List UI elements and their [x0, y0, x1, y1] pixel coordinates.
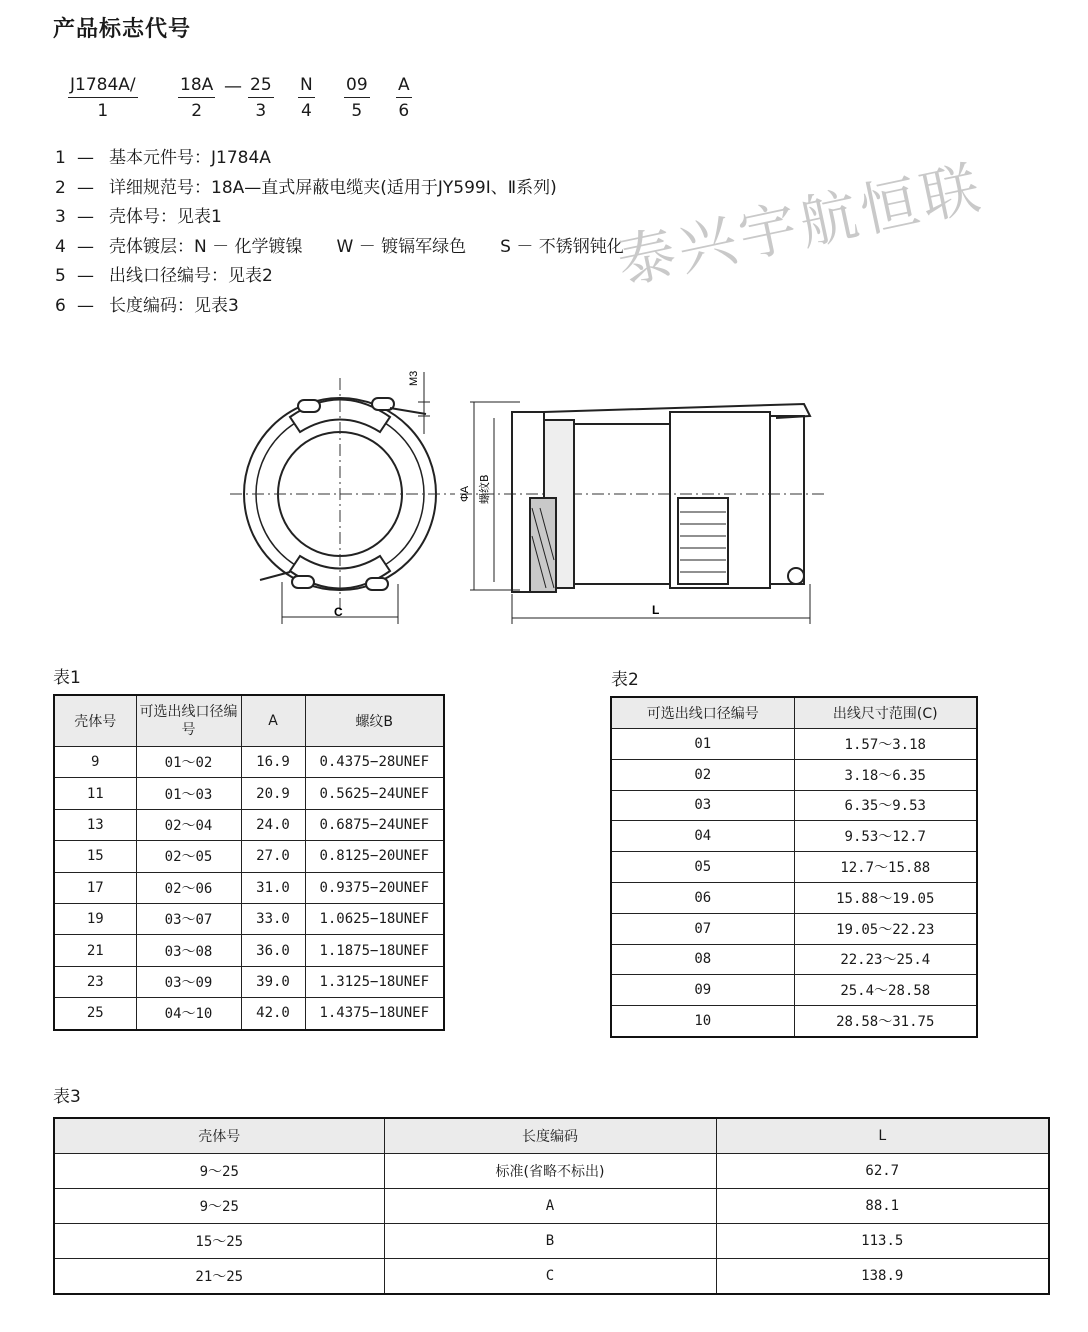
table-row: 02 3.18～6.35: [611, 759, 977, 790]
table-row: 01 1.57～3.18: [611, 729, 977, 760]
watermark: 泰兴宇航恒联: [611, 153, 990, 298]
definition-item: 2 — 详细规范号：18A—直式屏蔽电缆夹(适用于JY599Ⅰ、Ⅱ系列): [55, 177, 557, 198]
code-segment-6: A 6: [398, 75, 410, 121]
code-segment-2: 18A 2: [180, 75, 214, 121]
table-row: 10 28.58～31.75: [611, 1006, 977, 1037]
column-header: 可选出线口径编号: [611, 697, 794, 729]
table-row: 09 25.4～28.58: [611, 975, 977, 1006]
table-row: 15 02～05 27.0 0.8125−20UNEF: [54, 841, 444, 872]
column-header: 螺纹B: [305, 695, 444, 747]
definition-item: 6 — 长度编码：见表3: [55, 295, 239, 316]
code-segment-5: 09 5: [346, 75, 368, 121]
table-header-row: [611, 697, 977, 729]
definition-item: 4 — 壳体镀层：N － 化学镀镍 W － 镀镉军绿色 S － 不锈钢钝化: [55, 236, 624, 257]
table1-caption: 表1: [53, 668, 81, 688]
table-row: 05 12.7～15.88: [611, 852, 977, 883]
table1: [53, 694, 445, 1031]
column-header: 壳体号: [54, 695, 136, 747]
table-row: 15～25 B 113.5: [54, 1224, 1049, 1259]
code-segment-1: J1784A/ 1: [70, 75, 136, 121]
m3-label: M3: [408, 370, 420, 386]
code-segment-4: N 4: [300, 75, 313, 121]
table-row: 04 9.53～12.7: [611, 821, 977, 852]
table-header-row: [54, 1118, 1049, 1154]
column-header: A: [241, 695, 305, 747]
table-row: 07 19.05～22.23: [611, 913, 977, 944]
table-row: 9～25 标准(省略不标出) 62.7: [54, 1154, 1049, 1189]
table-row: 9 01～02 16.9 0.4375−28UNEF: [54, 747, 444, 778]
table-row: 08 22.23～25.4: [611, 944, 977, 975]
table-row: 13 02～04 24.0 0.6875−24UNEF: [54, 809, 444, 840]
definition-item: 5 — 出线口径编号：见表2: [55, 266, 273, 286]
definition-item: 3 — 壳体号：见表1: [55, 207, 222, 227]
column-header: 出线尺寸范围(C): [794, 697, 977, 729]
phi-a-label: ΦA: [459, 485, 471, 502]
table-row: 03 6.35～9.53: [611, 790, 977, 821]
column-header: 可选出线口径编号: [136, 695, 241, 747]
table-row: 25 04～10 42.0 1.4375−18UNEF: [54, 998, 444, 1030]
page-title: 产品标志代号: [53, 17, 192, 42]
table3: [53, 1117, 1050, 1295]
code-dash: —: [224, 76, 242, 97]
table-row: 11 01～03 20.9 0.5625−24UNEF: [54, 778, 444, 809]
table-header-row: [54, 695, 444, 747]
table-row: 21 03～08 36.0 1.1875−18UNEF: [54, 935, 444, 966]
connector-drawing: [230, 362, 830, 637]
l-label: L: [652, 603, 660, 617]
table-row: 21～25 C 138.9: [54, 1259, 1049, 1295]
definition-list: [55, 144, 624, 321]
c-label: C: [334, 605, 343, 619]
definition-item: 1 — 基本元件号：J1784A: [55, 148, 271, 168]
table-row: 17 02～06 31.0 0.9375−20UNEF: [54, 872, 444, 903]
table2-caption: 表2: [611, 670, 639, 690]
column-header: 长度编码: [384, 1118, 716, 1154]
column-header: L: [716, 1118, 1049, 1154]
table3-caption: 表3: [53, 1087, 81, 1107]
table-row: 9～25 A 88.1: [54, 1189, 1049, 1224]
code-segment-3: 25 3: [250, 75, 272, 121]
thread-b-label: 螺纹B: [478, 474, 491, 504]
table-row: 19 03～07 33.0 1.0625−18UNEF: [54, 903, 444, 934]
table-row: 06 15.88～19.05: [611, 882, 977, 913]
table2: [610, 696, 978, 1038]
table-row: 23 03～09 39.0 1.3125−18UNEF: [54, 966, 444, 997]
column-header: 壳体号: [54, 1118, 384, 1154]
